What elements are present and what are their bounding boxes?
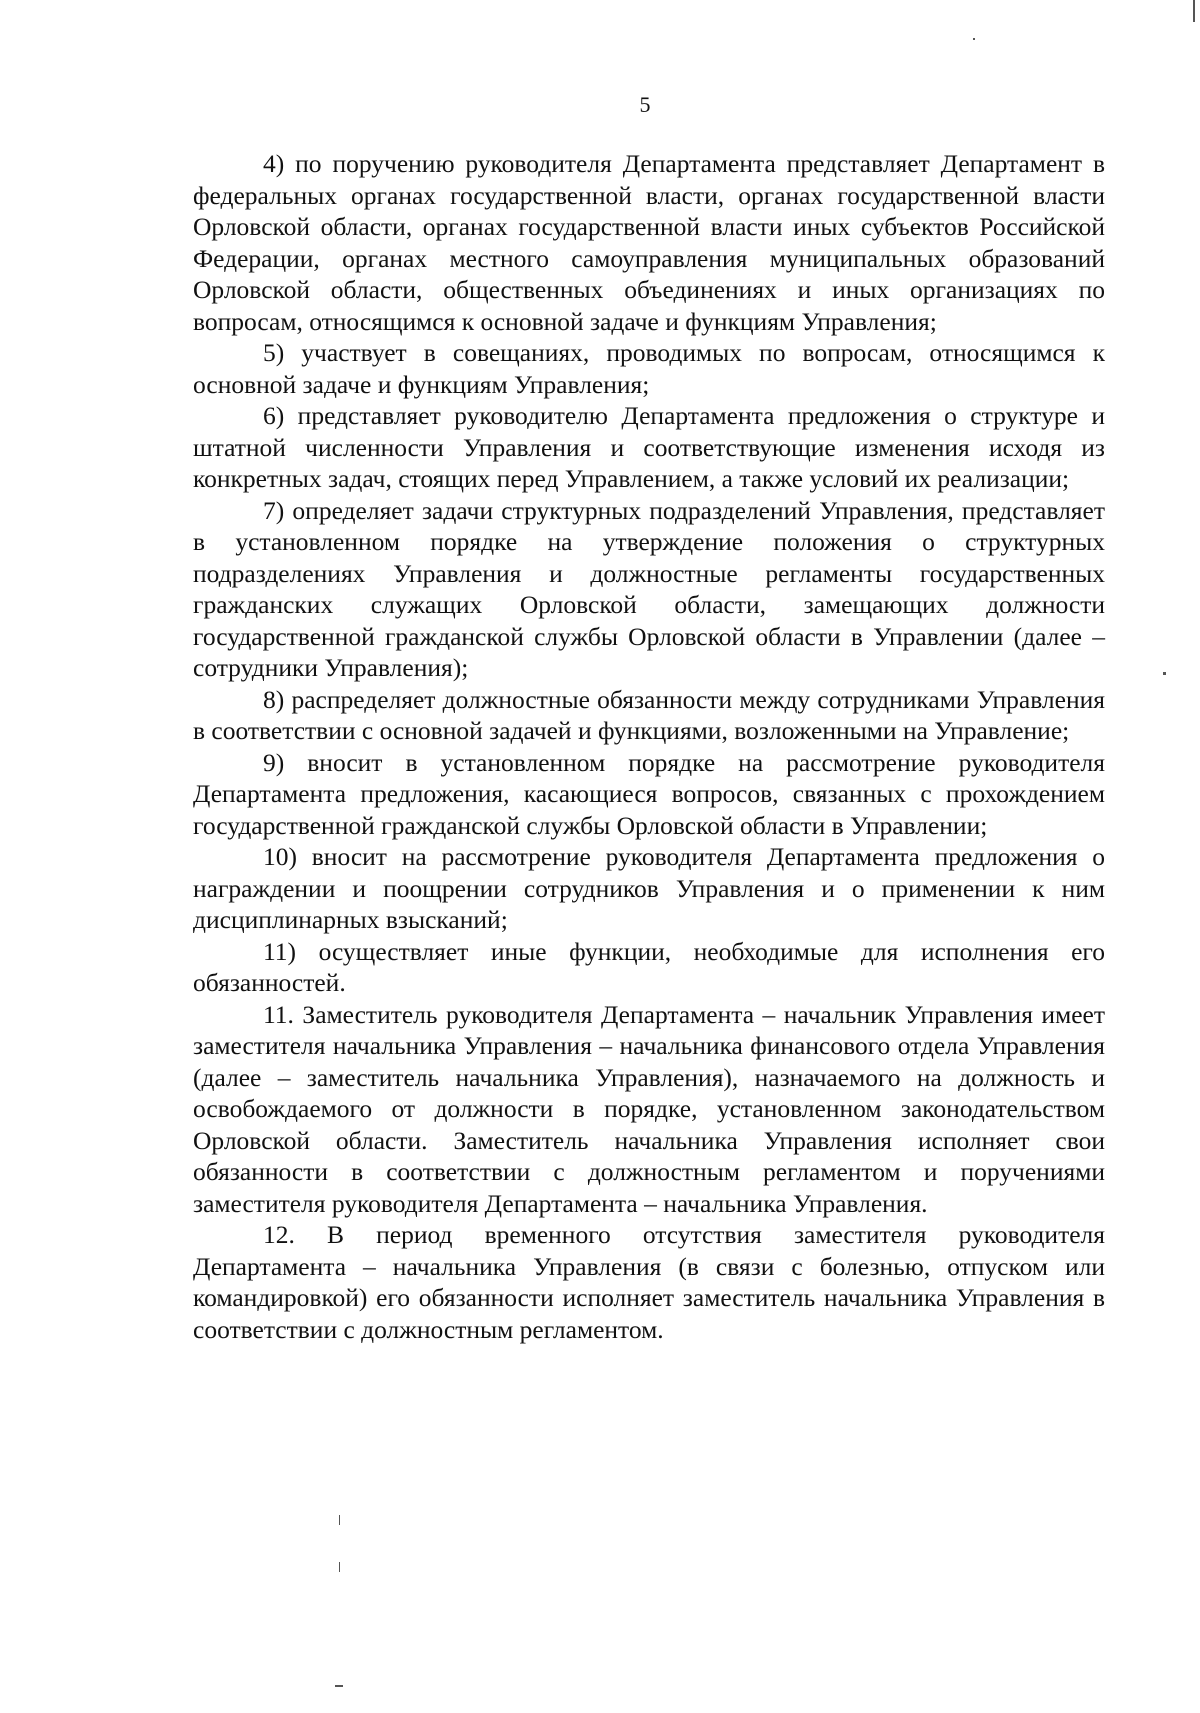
scan-dot [1163,672,1166,675]
clause-11: 11. Заместитель руководителя Департамента – начальник Управления имеет заместителя начальника Управления – начальника финансового отдела Управления (далее – заместитель начальника Управления), назначаемого на должность и освобождаемого от должности в порядке, установленном законодательством Орловской области. Заместитель начальника Управления исполняет свои обязанности в соответствии с должностным регламентом и поручениями заместителя руководителя Департамента – начальника Управления. [193,999,1105,1218]
page-number: 5 [639,92,651,117]
scan-dot [339,1515,340,1525]
scan-dot [339,1562,340,1572]
scan-dot [973,38,975,40]
paragraph-item-9: 9) вносит в установленном порядке на рассмотрение руководителя Департамента предложения, касающиеся вопросов, связанных с прохождением государственной гражданской службы Орловской области в Управлении; [193,747,1105,840]
scan-dot [335,1685,343,1687]
paragraph-item-7: 7) определяет задачи структурных подразделений Управления, представляет в установленном порядке на утверждение положения о структурных подразделениях Управления и должностные регламенты государственных гражданских служащих Орловской области, замещающих должности государственной гражданской службы Орловской области в Управлении (далее – сотрудники Управления); [193,495,1105,682]
paragraph-item-10: 10) вносит на рассмотрение руководителя Департамента предложения о награждении и поощрении сотрудников Управления и о применении к ним дисциплинарных взысканий; [193,842,1105,934]
paragraph-item-6: 6) представляет руководителю Департамента предложения о структуре и штатной численности Управления и соответствующие изменения исходя из конкретных задач, стоящих перед Управлением, а также условий их реализации; [193,401,1105,493]
document-body [193,148,1105,1345]
paragraph-item-8: 8) распределяет должностные обязанности между сотрудниками Управления в соответствии с основной задачей и функциями, возложенными на Управление; [193,684,1105,745]
scan-corner-mark [1193,0,1195,22]
paragraph-item-11: 11) осуществляет иные функции, необходимые для исполнения его обязанностей. [193,936,1105,997]
paragraph-item-5: 5) участвует в совещаниях, проводимых по вопросам, относящимся к основной задаче и функциям Управления; [193,338,1105,399]
clause-12: 12. В период временного отсутствия заместителя руководителя Департамента – начальника Управления (в связи с болезнью, отпуском или командировкой) его обязанности исполняет заместитель начальника Управления в соответствии с должностным регламентом. [193,1220,1105,1344]
paragraph-item-4: 4) по поручению руководителя Департамента представляет Департамент в федеральных органах государственной власти, органах государственной власти Орловской области, органах государственной власти иных субъектов Российской Федерации, органах местного самоуправления муниципальных образований Орловской области, общественных объединениях и иных организациях по вопросам, относящимся к основной задаче и функциям Управления; [193,149,1105,336]
